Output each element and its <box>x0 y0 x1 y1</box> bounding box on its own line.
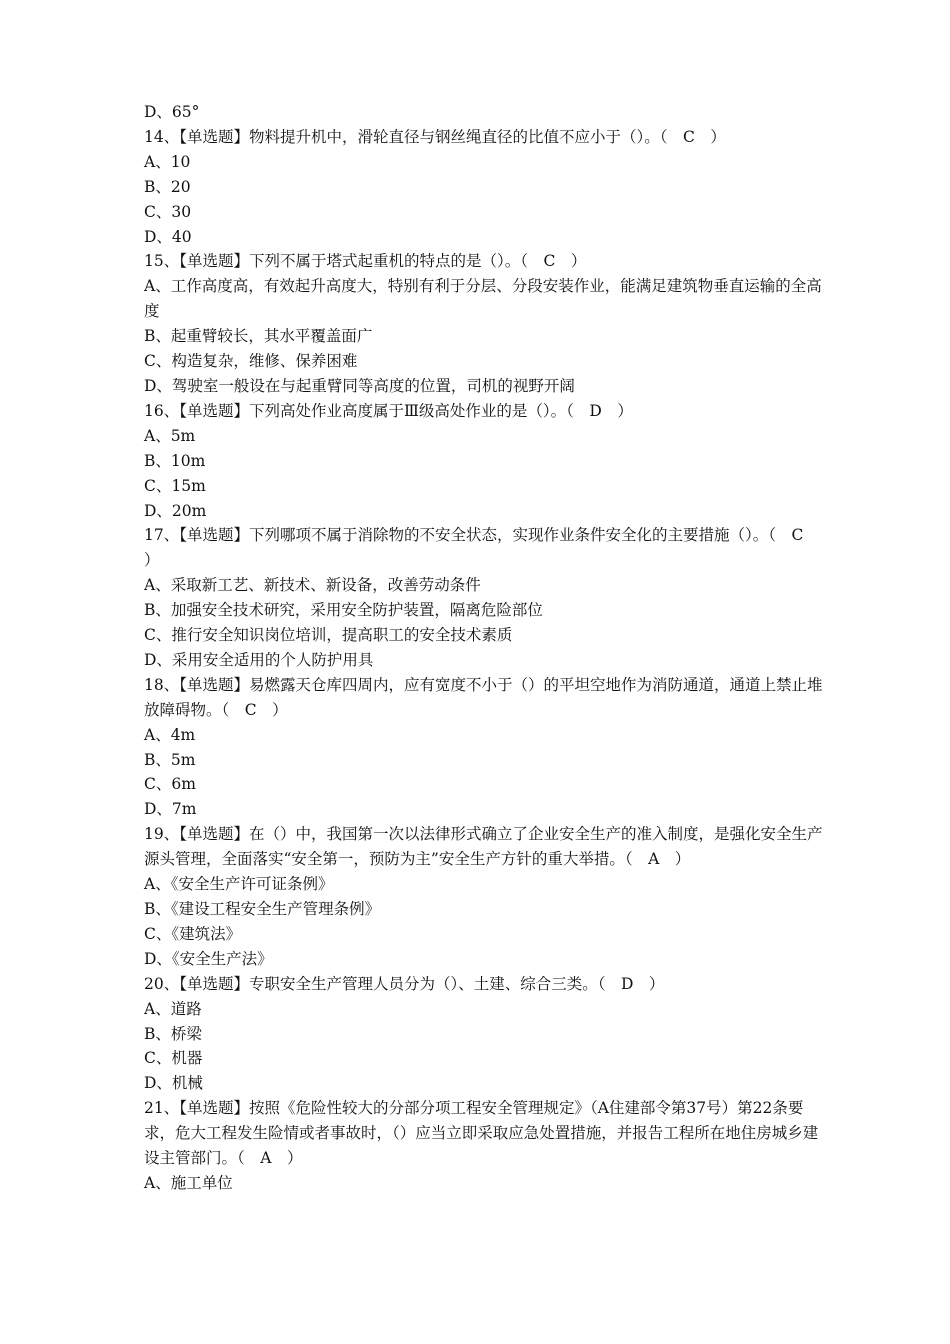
answer-option: D、驾驶室一般设在与起重臂同等高度的位置，司机的视野开阔 <box>144 376 575 395</box>
answer-option: A、10 <box>144 152 191 171</box>
answer-option: B、《建设工程安全生产管理条例》 <box>144 900 381 918</box>
answer-option: B、加强安全技术研究，采用安全防护装置，隔离危险部位 <box>144 601 543 620</box>
answer-option: B、10m <box>144 451 206 470</box>
answer-option: B、20 <box>144 177 191 196</box>
question-block <box>144 399 824 524</box>
answer-option: D、机械 <box>144 1074 203 1093</box>
answer-option: D、采用安全适用的个人防护用具 <box>144 650 374 669</box>
answer-option: D、7m <box>144 800 197 819</box>
question-block <box>144 523 824 672</box>
answer-option: B、5m <box>144 750 196 769</box>
question-stem: 15、【单选题】下列不属于塔式起重机的特点的是（）。（ C ） <box>144 252 587 271</box>
answer-option: C、30 <box>144 202 192 221</box>
question-list <box>144 125 824 1196</box>
question-block <box>144 972 824 1097</box>
answer-option: C、机器 <box>144 1049 203 1068</box>
document-page <box>144 100 824 1196</box>
lead-option: D、65° <box>144 103 200 121</box>
question-stem: 14、【单选题】物料提升机中，滑轮直径与钢丝绳直径的比值不应小于（）。（ C ） <box>144 127 726 146</box>
answer-option: C、推行安全知识岗位培训，提高职工的安全技术素质 <box>144 626 513 645</box>
question-stem: 18、【单选题】易燃露天仓库四周内，应有宽度不小于（）的平坦空地作为消防通道，通道上禁止堆放障碍物。（ C ） <box>144 675 823 719</box>
answer-option: C、《建筑法》 <box>144 924 242 943</box>
question-stem: 20、【单选题】专职安全生产管理人员分为（）、土建、综合三类。（ D ） <box>144 974 665 993</box>
answer-option: D、《安全生产法》 <box>144 949 273 968</box>
answer-option: A、施工单位 <box>144 1173 233 1192</box>
answer-option: A、《安全生产许可证条例》 <box>144 875 334 894</box>
question-block <box>144 822 824 971</box>
answer-option: D、40 <box>144 227 192 246</box>
answer-option: A、4m <box>144 725 196 744</box>
question-block <box>144 1096 824 1196</box>
answer-option: B、起重臂较长，其水平覆盖面广 <box>144 327 373 346</box>
answer-option: A、道路 <box>144 999 202 1018</box>
answer-option: D、20m <box>144 501 207 520</box>
question-block <box>144 125 824 250</box>
question-stem: 21、【单选题】按照《危险性较大的分部分项工程安全管理规定》（A住建部令第37号）第22条要求，危大工程发生险情或者事故时，（）应当立即采取应急处置措施，并报告工程所在地住房城乡建设主管部门。（ A ） <box>144 1099 819 1168</box>
question-block <box>144 673 824 822</box>
answer-option: C、15m <box>144 476 206 495</box>
question-block <box>144 249 824 398</box>
question-stem: 17、【单选题】下列哪项不属于消除物的不安全状态，实现作业条件安全化的主要措施（）。（ C ） <box>144 526 819 570</box>
answer-option: C、6m <box>144 775 196 794</box>
answer-option: A、采取新工艺、新技术、新设备，改善劳动条件 <box>144 576 481 595</box>
question-stem: 19、【单选题】在（）中，我国第一次以法律形式确立了企业安全生产的准入制度，是强化安全生产源头管理，全面落实“安全第一，预防为主”安全生产方针的重大举措。（ A ） <box>144 825 823 869</box>
question-stem: 16、【单选题】下列高处作业高度属于Ⅲ级高处作业的是（）。（ D ） <box>144 401 633 420</box>
answer-option: B、桥梁 <box>144 1024 202 1043</box>
answer-option: C、构造复杂，维修、保养困难 <box>144 352 358 371</box>
answer-option: A、工作高度高，有效起升高度大，特别有利于分层、分段安装作业，能满足建筑物垂直运输的全高度 <box>144 277 822 321</box>
answer-option: A、5m <box>144 426 196 445</box>
